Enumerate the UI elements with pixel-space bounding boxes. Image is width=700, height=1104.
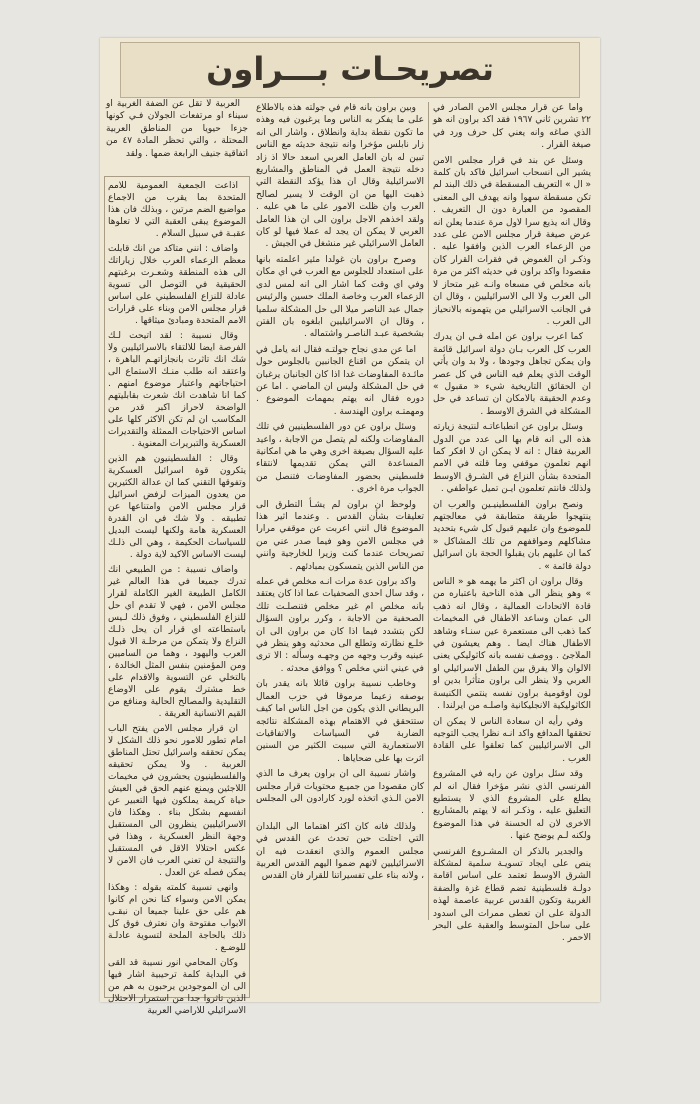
article-column-left-top xyxy=(106,98,248,170)
article-paragraph: وقال براون ان اكثر ما يهمه هو « الناس » وهو ينظر الى هذه الناحية باعتباره من قادة الاتحادات العمالية ، وقال انه ذهب الى عمان وساعد الاطفال في المخيمات كما ذهب الى مستعمرة عين سنـاء وشاهد الاطفال هناك ايضا . وهم يعيشون في الملاجئ . ووصف نفسه بانه كاثوليكي يعنى الالوان والا يفرق بين الطفل الاسرائيلي او العربي ولا ينظر الى براون متأثرا بدين او لون اوقومية براون نفسه ينتمي الكنيسة الكاثوليكية الانجليكانية واصلـه من ايرلندا . xyxy=(433,577,591,712)
article-paragraph: وقال نسيبة : لقد اتيحت لـك الفرصة ايضا للالتقاء بالاسرائيليين ولا شك انك تاثرت بانجازاتهـم الباهرة ، واعتقد انه طلب منـك الاستماع الى احتياجاتهم واعتبار موضوع امنهم . كما انا شاهدت انك شعرت بقابليتهم الواضحة لاحراز اكبر قدر من المكاسب ان لم تكن الاكثر كلها على اساس الاحتياجات الممثلة والتقديرات العسكرية والتبريرات المعنوية . xyxy=(108,331,246,449)
article-paragraph: وكان المحامي انور نسيبة قد القى في البداية كلمة ترحيبية اشار فيها الى ان الموجودين يرحبون به هم من الذين تاثروا جدا من استمرار الاحتلال الاسرائيلي للاراضي العربية xyxy=(108,958,246,1016)
article-paragraph: وانهى نسيبة كلمته بقوله : وهكذا يمكن الامن وسواء كنا نحن ام كانوا هم على حق علينا جميعا ان نبقـى الابواب مفتوحة وان نعترف فوق كل ذلك بالحاجة الملحة لتسوية عادلـة للوضـع . xyxy=(108,883,246,953)
article-paragraph: العربية لا تقل عن الضفة الغربية او سيناء او مرتفعات الجولان فـي كونها جزءا حيويا من المناطق العربية المحتلة ، والتي تحظر المادة ٤٧ من اتفاقية جنيف الرابعة ضمها . ولقد xyxy=(106,99,248,159)
article-column-left-boxed xyxy=(104,176,250,1016)
article-paragraph: وسئل براون عن انطباعاتـه لنتيجة زيارته هذه الى انه قام بها الى عدد من الدول العربية فقال : انه لا يمكن ان لا افكر كما انهم تعلمون موقفي وما قلته في الامم المتحدة بشأن النزاع في الشـرق الاوسط ولذلك فانتم تعلمون ايـن تميل عواطفي . xyxy=(433,422,591,495)
article-paragraph: واضاف : انني متاكد من انك قابلت معظم الزعماء العرب خلال زياراتك الى هذه المنطقة وشعـرت برغبتهم الحقيقية في التوصل الى تسوية عادلة للنزاع الفلسطيني على اساس قرار مجلس الامن وبناء على قرارات الامم المتحدة ومبادئ ميثاقها . xyxy=(108,244,246,326)
article-paragraph: اما عن مدى نجاح جولتـه فقال انه يامل في ان يتمكن من اقناع الجانبين بالجلوس حول مائـدة المفاوضات غدا اذا كان الجانبان يرغبان في حل المشكلة وليس ان الماضي . اما عن دوره فقال انه يهتم بمهمات الموضوع . ومهمتـه براون الهندسة . xyxy=(256,344,424,417)
headline: تصريحـات بـــراون xyxy=(206,50,494,88)
article-paragraph: ونصح براون الفلسطينيـين والعرب ان ينتهجوا طريقة متطابقة في معالجتهم للموضوع وان عليهم قبول كل شيء بتحديد مشاكلهم ومواقفهم من تلك المشاكل « كما ان عليهم بان يقبلوا الحجة بان اسرائيل دولة قائمة » . xyxy=(433,499,591,572)
article-paragraph: اذاعت الجمعية العمومية للامم المتحدة بما يقرب من الاجماع مواضيع الضم مرتين ، وبذلك فان هذا الموضوع يبقى العقبة التي لا تعلوها عقبـة في سبيل السلام . xyxy=(108,181,246,239)
article-paragraph: وفي رأيه ان سعادة الناس لا يمكن ان تحققها المدافع واكد انـه نظرا يجب التوجيه الى الاسرائيليين كما تعلقوا على القادة العرب . xyxy=(433,716,591,764)
article-paragraph: واما عن قرار مجلس الامن الصادر في ٢٢ تشرين ثاني ١٩٦٧ فقد اكد براون انه هو الذي صاغه وانه يعني كل حرف ورد في صيغة القرار . xyxy=(433,103,591,151)
article-paragraph: وقال : الفلسطينيون هم الذين يتكرون قوة اسرائيل العسكرية وتفوقها التقني كما ان عدالة الكثيرين من يعدون الميزات لرفض اسرائيل قرار مجلس الامن وامتناعها عن تطبيقه . ولا شك في ان القدرة العسكرية هامة ولكنها ليست البديل للسياسات الحكيمة ، وهي الى ذلـك ليست الاساس الاكيد لاية دولة . xyxy=(108,454,246,560)
article-paragraph: ولذلك فانه كان اكثر اهتماما الى البلدان التي احتلت حين تحدث عن القدس في مجلس العموم والذي انعقدت فيه ان الاسرائيليين لانهم ضموا اليهم القدس العربية ، ولانه بناء على تفسيراتنا للقرار فان القدس xyxy=(256,821,424,882)
column-divider xyxy=(428,102,429,920)
article-paragraph: وسئل براون عن دور الفلسطينيين في تلك المفاوضات ولكنه لم يتصل من الاجابة ، واعيد عليه السؤال بصيغة اخرى وهي ما هي امكانية المساعدة التي يمكن تقديمها لانتقاء فلسطيني بحضور المفاوضات فتنصل من الجواب مرة اخرى . xyxy=(256,422,424,495)
article-paragraph: وبين براون بانه قام في جولته هذه بالاطلاع على ما يفكر به الناس وما يرغبون فيه وهذه ما تكون نقطة بداية وانطلاق ، واشار الى انه زار نابلس مؤخرا وانه نتيجة حديثه مع الناس تبين له بان العامل العربي اسعد حالا اذ زاد دخله نتيجة العمل في المناطق والمشاريع الاسرائيلية وقال ان هذا يؤكد النقطة التي ذهبت اليها من ان الوقت لا يسير لصالح العرب وان ظلت الامور على ما هي عليه . ولقد اخذهم الاجل براون الى ان هذا العامل العربي لا يمكن ان يجد له عملا فيها لو كان العامل الاسرائيلي غير منشغل في الجيش . xyxy=(256,103,424,250)
article-paragraph: وخاطب نسيبة براون قائلا بانه يقدر بان بوصفه زعيما مرموقا في حزب العمال البريطاني الذي يكون من اجل الناس اما كيف ستتحقق في الاهتمام بهذه المشكلة نتائجه الضاربة في السياسات والاتفاقيات الاستعمارية التي سببت الكثير من السنين اثرت بها على ضحاياها . xyxy=(256,679,424,764)
article-paragraph: واكد براون عدة مرات انـه مخلص في عمله ، وقد سال احدى الصحفيات عما اذا كان يعتقد بانه مخلص ام غير مخلص فتنصلـت تلك الصحفية من الاجابة ، وكرر براون السؤال لكن بتشدد فيما اذا كان من براون الى ان خلـع نظارته وتطلع الى محدثيه وهو ينظر في عينيه وقرب وجهه من وجهـه وسأله : الا ترى في عيني انني مخلص ؟ ووافق محدثه . xyxy=(256,577,424,674)
article-paragraph: كما اعرب براون عن امله فـي ان يدرك العرب كل العرب بـان دولة اسرائيل قائمة وان يمكن تجاهل وجودها ، ولا بد وان يأتي الوقت الذي يعلم فيه الناس في كل عصر ان الحقائق التاريخية شيء « مقبول » وعدم الحقيقة بالامكان ان تساعد في حل المشكلة في الشرق الاوسط . xyxy=(433,332,591,417)
article-paragraph: وسئل عن بند في قرار مجلس الامن يشير الى انسحاب اسرائيل فاكد بان كلمة « ال » التعريف المسقطة في ذلك البند لم تكن مسقطة سهوا وانه يهدف الى المعنى المقصود من العبارة دون ال التعريف . وقال انه يذيع سرا لاول مرة عندما يعلن انه عرض صيغة قرار مجلس الامن على عدد من الزعماء العرب الذين وافقوا عليه . وذكـر ان الغموض في فقرات القرار كان مقصودا واكد براون في حديثه اكثر من مرة بانه مخلص في مسعاه وانـه غير متحاز لا الى العرب ولا الى الاسرائيليين ، وقال ان في الجانب الاسرائيلي من يتهمونه بالانحياز الى العرب . xyxy=(433,155,591,327)
headline-box xyxy=(120,42,580,98)
article-paragraph: والجدير بالذكر ان المشـروع الفرنسي ينص على ايجاد تسويـة سلمية لمشكلة الشرق الاوسط تعتمد على اساس اقامة دولـة فلسطينية تضم قطاع غزة والضفة الغربية وتكون القدس عربية عاصمة لهذه الدولة على ان تعطى ممرات الى اسدود على ساحل المتوسط والعقبة على البحر الاحمر . xyxy=(433,846,591,944)
article-column-middle xyxy=(256,102,424,992)
article-paragraph: واشار نسيبة الى ان براون يعرف ما الذي كان مقصودا من جميـع محتويات قرار مجلس الامن الـذي اتخذه لورد كارادون الى المجلس . xyxy=(256,769,424,817)
article-paragraph: واضاف نسيبة : من الطبيعي انك تدرك جميعا في هذا العالم غير الكامل الطبيعة الغير الكاملة لقرار مجلس الامن ، فهي لا تقدم اي حل للنزاع الفلسطيني ، وفوق ذلك لـيس باستطاعته اي قرار ان يحل ذلـك النزاع ولا يتمكن من مرحلـة الا قبول العرب واليهود ، وهما من الساميين ومن المؤمنين بنفس المثل الخالدة ، بالتخلي عن التسوية والاقدام على خط مشترك يقوم على الاوضاع التقليدية والمصالح الحالية ومنافع من القيم الانسانية العريقة . xyxy=(108,565,246,719)
article-paragraph: ان قرار مجلس الامن يفتح الباب امام تطور للامور نحو ذلك الشكل لا يمكن تحققه واسرائيل تحتل المناطق العربية . ولا يمكن تحقيقه والفلسطينيون يحشرون في مخيمات اللاجئين ويمنع عنهم الحق في العيش حياة كريمة يملكون فيها التعبير عن انفسهم بشكل بناء . وهكذا فان الاسرائيليين ينظرون الى المستقبل وجهة النظر العسكرية ، وهذا في عكس احتلالا الاقل في المستقبل والنتيجة لن تعني العرب فان الامن لا يمكن فصله عن العدل . xyxy=(108,724,246,878)
article-column-right xyxy=(433,102,591,944)
article-paragraph: وقد سئل براون عن رايه في المشروع الفرنسي الذي نشر مؤخرا فقال انه لم يطلع على المشروع الذي لا يستطيع التعليق عليه ، وذكـر انه لا يهتم بالمشاريع الاخرى لان له الحسنة في هذا الموضوع ولكنه لـم يوضح عنها . xyxy=(433,769,591,842)
article-paragraph: وصرح براون بان غولدا مئير اعلمته بانها على استعداد للجلوس مع العرب في اي مكان وفي اي وقت كما اشار الى انه لمس لدى الزعماء العرب وخاصة الملك حسين والرئيس جمال عبد الناصر ميلا الى حل المشكلة سلميا ، وقال ان الاسرائيليين ابلغوه بان الفتن بشخصية عبـد الناصـر واشتماله . xyxy=(256,254,424,340)
article-paragraph: ولوحظ ان براون لم يشـأ التطرق الى تعليقات بشأن القدس . وعندما اثير هذا الموضوع قال انني اعربت عن موقفي مرارا في مجلس الامن وهو فيما صدر عني من تصريحات عندما كنت وزيرا للخارجية وانني من الناس الذين يتمسكون بمبادئهم . xyxy=(256,499,424,572)
